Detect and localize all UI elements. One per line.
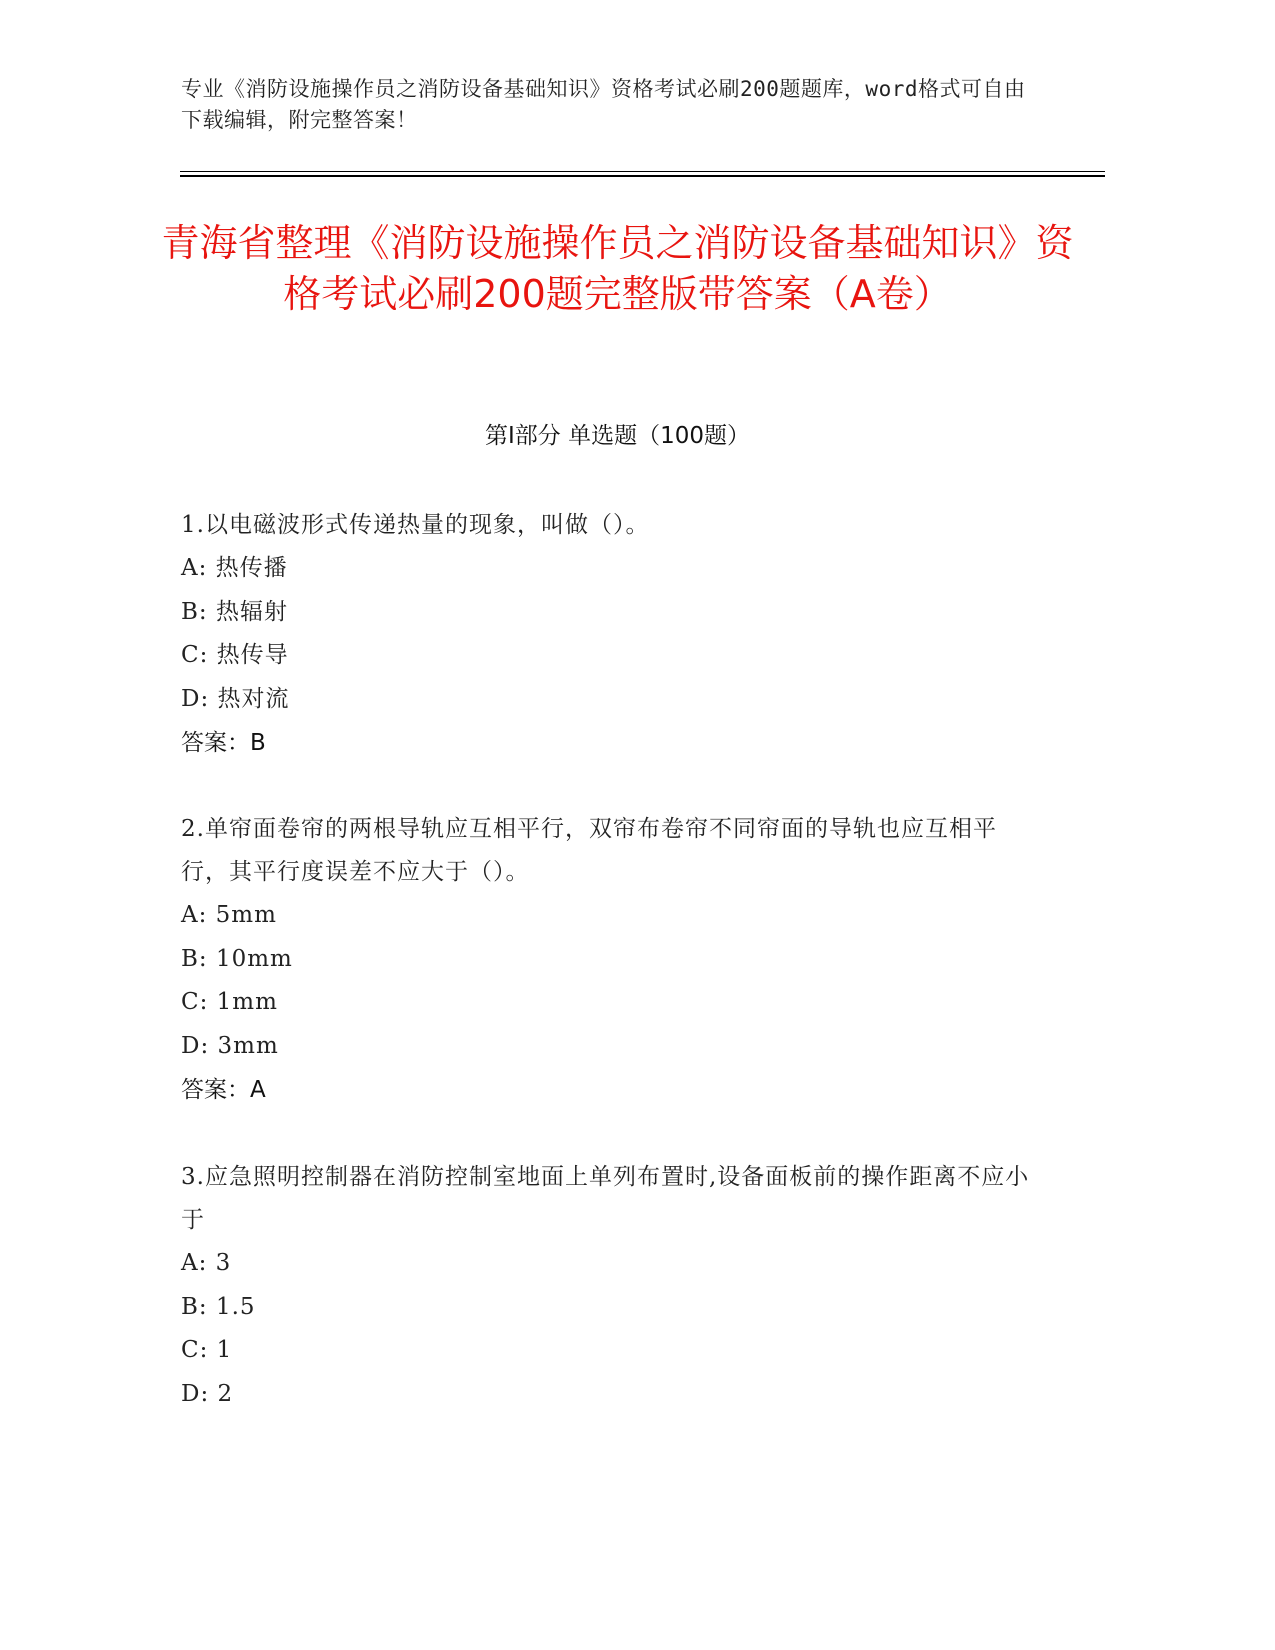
header-note: 专业《消防设施操作员之消防设备基础知识》资格考试必刷200题题库，word格式可自由下载编辑，附完整答案！ <box>181 77 1026 132</box>
header-rule-thin <box>180 171 1105 172</box>
question-1 <box>181 504 1041 765</box>
option-b: B: 10mm <box>181 945 293 972</box>
option-c: C: 1mm <box>181 989 278 1016</box>
option-c: C: 热传导 <box>181 642 289 669</box>
option-a: A: 3 <box>181 1250 232 1276</box>
option-d: D: 热对流 <box>181 686 290 713</box>
option-c: C: 1 <box>181 1337 233 1364</box>
option-a: A: 5mm <box>181 902 277 928</box>
answer: 答案：B <box>181 729 266 756</box>
question-3 <box>181 1156 1041 1417</box>
option-b: B: 1.5 <box>181 1293 256 1320</box>
header-rule-thick <box>180 175 1105 177</box>
option-a: A: 热传播 <box>181 555 288 581</box>
option-d: D: 3mm <box>181 1033 279 1060</box>
option-d: D: 2 <box>181 1381 234 1408</box>
question-stem: 2.单帘面卷帘的两根导轨应互相平行，双帘布卷帘不同帘面的导轨也应互相平行，其平行度误差不应大于（）。 <box>181 816 997 885</box>
question-stem: 3.应急照明控制器在消防控制室地面上单列布置时,设备面板前的操作距离不应小于 <box>181 1164 1030 1233</box>
question-stem: 1.以电磁波形式传递热量的现象，叫做（）。 <box>181 512 650 538</box>
document-title: 青海省整理《消防设施操作员之消防设备基础知识》资格考试必刷200题完整版带答案（A卷） <box>161 221 1074 316</box>
question-2 <box>181 808 1041 1112</box>
option-b: B: 热辐射 <box>181 598 288 625</box>
section-title: 第I部分 单选题（100题） <box>485 423 750 449</box>
answer: 答案：A <box>181 1076 266 1103</box>
